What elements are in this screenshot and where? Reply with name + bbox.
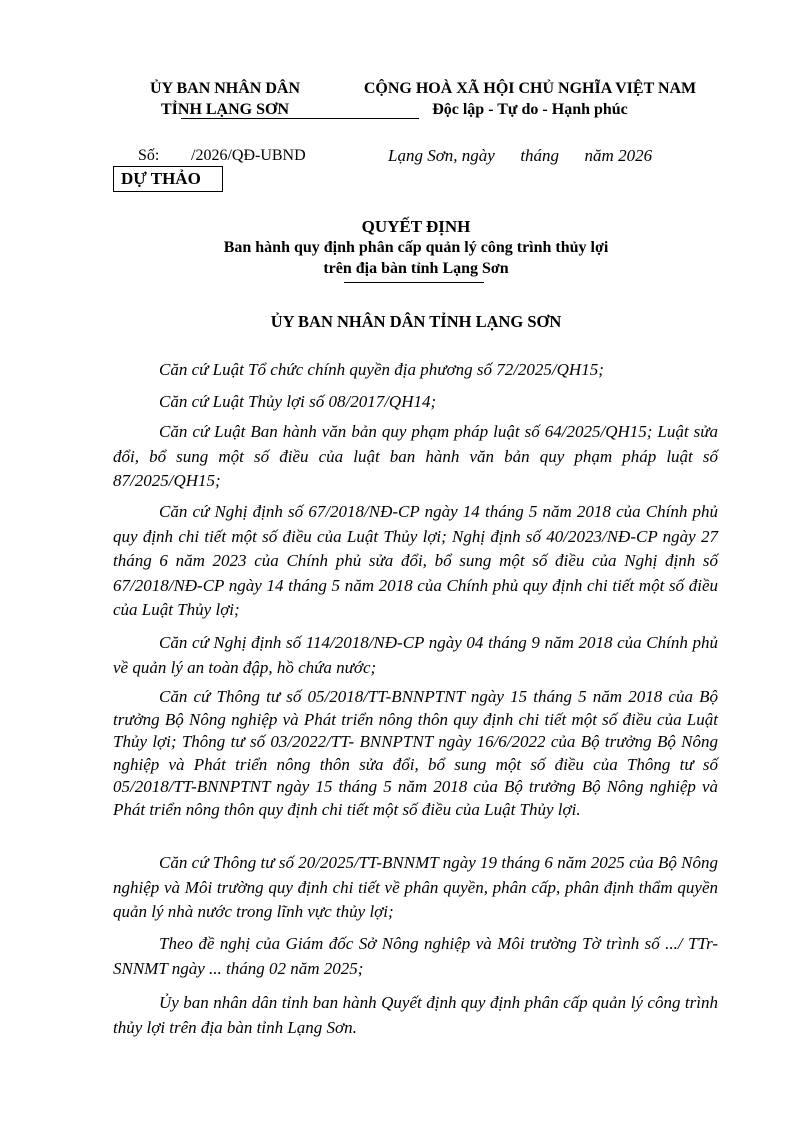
national-title: CỘNG HOÀ XÃ HỘI CHỦ NGHĨA VIỆT NAM xyxy=(363,80,697,97)
national-header xyxy=(340,78,720,120)
agency-underline xyxy=(181,118,247,119)
proposal-paragraph: Theo đề nghị của Giám đốc Sở Nông nghiệp và Môi trường Tờ trình số .../ TTr-SNNMT ngày ... tháng 02 năm 2025; xyxy=(113,934,718,978)
decision-title: QUYẾT ĐỊNH xyxy=(361,217,471,236)
draft-stamp: DỰ THẢO xyxy=(113,166,223,192)
decision-subtitle-2: trên địa bàn tỉnh Lạng Sơn xyxy=(323,260,509,277)
title-underline xyxy=(344,282,484,283)
legal-basis-paragraph: Căn cứ Luật Tổ chức chính quyền địa phương số 72/2025/QH15; xyxy=(159,360,604,379)
doc-number-value: /2026/QĐ-UBND xyxy=(191,147,306,164)
legal-basis-paragraph: Căn cứ Nghị định số 67/2018/NĐ-CP ngày 14 tháng 5 năm 2018 của Chính phủ quy định chi tiết một số điều của Luật Thủy lợi; Nghị định số 40/2023/NĐ-CP ngày 27 tháng 6 năm 2023 của Chính phủ sửa đổi, bổ sung một số điều của Nghị định số 67/2018/NĐ-CP ngày 14 tháng 5 năm 2018 của Chính phủ quy định chi tiết một số điều của Luật Thủy lợi; xyxy=(113,502,718,619)
legal-basis-paragraph: Căn cứ Luật Ban hành văn bản quy phạm pháp luật số 64/2025/QH15; Luật sửa đổi, bổ sung một số điều của luật ban hành văn bản quy phạm pháp luật số 87/2025/QH15; xyxy=(113,422,718,490)
legal-basis-paragraph: Căn cứ Nghị định số 114/2018/NĐ-CP ngày 04 tháng 9 năm 2018 của Chính phủ về quản lý an toàn đập, hồ chứa nước; xyxy=(113,633,718,677)
agency-line-2: TỈNH LẠNG SƠN xyxy=(160,101,290,118)
agency-header xyxy=(120,78,330,120)
legal-basis-paragraph: Căn cứ Thông tư số 20/2025/TT-BNNMT ngày 19 tháng 6 năm 2025 của Bộ Nông nghiệp và Môi trường quy định chi tiết về phân quyền, phân cấp, phân định thẩm quyền quản lý nhà nước trong lĩnh vực thủy lợi; xyxy=(113,853,718,921)
issuing-authority: ỦY BAN NHÂN DÂN TỈNH LẠNG SƠN xyxy=(270,312,562,331)
decision-title-block xyxy=(113,216,719,279)
national-motto: Độc lập - Tự do - Hạnh phúc xyxy=(432,101,628,118)
legal-basis-paragraph: Căn cứ Thông tư số 05/2018/TT-BNNPTNT ngày 15 tháng 5 năm 2018 của Bộ trưởng Bộ Nông nghiệp và Phát triển nông thôn quy định chi tiết một số điều của Luật Thủy lợi; Thông tư số 03/2022/TT- BNNPTNT ngày 16/6/2022 của Bộ trưởng Bộ Nông nghiệp và Phát triển nông thôn sửa đổi, bổ sung một số điều của Thông tư số 05/2018/TT-BNNPTNT ngày 15 tháng 5 năm 2018 của Bộ trưởng Bộ Nông nghiệp và Phát triển nông thôn quy định chi tiết một số điều của Luật Thủy lợi. xyxy=(113,687,718,819)
doc-number-label: Số: xyxy=(138,147,160,164)
enactment-paragraph: Ủy ban nhân dân tỉnh ban hành Quyết định quy định phân cấp quản lý công trình thủy lợi trên địa bàn tỉnh Lạng Sơn. xyxy=(113,993,718,1037)
legal-basis-paragraph: Căn cứ Luật Thủy lợi số 08/2017/QH14; xyxy=(159,392,437,411)
place-date: Lạng Sơn, ngày tháng năm 2026 xyxy=(388,146,653,165)
agency-line-1: ỦY BAN NHÂN DÂN xyxy=(149,80,301,97)
decision-subtitle-1: Ban hành quy định phân cấp quản lý công trình thủy lợi xyxy=(223,239,609,256)
motto-underline xyxy=(247,118,419,119)
